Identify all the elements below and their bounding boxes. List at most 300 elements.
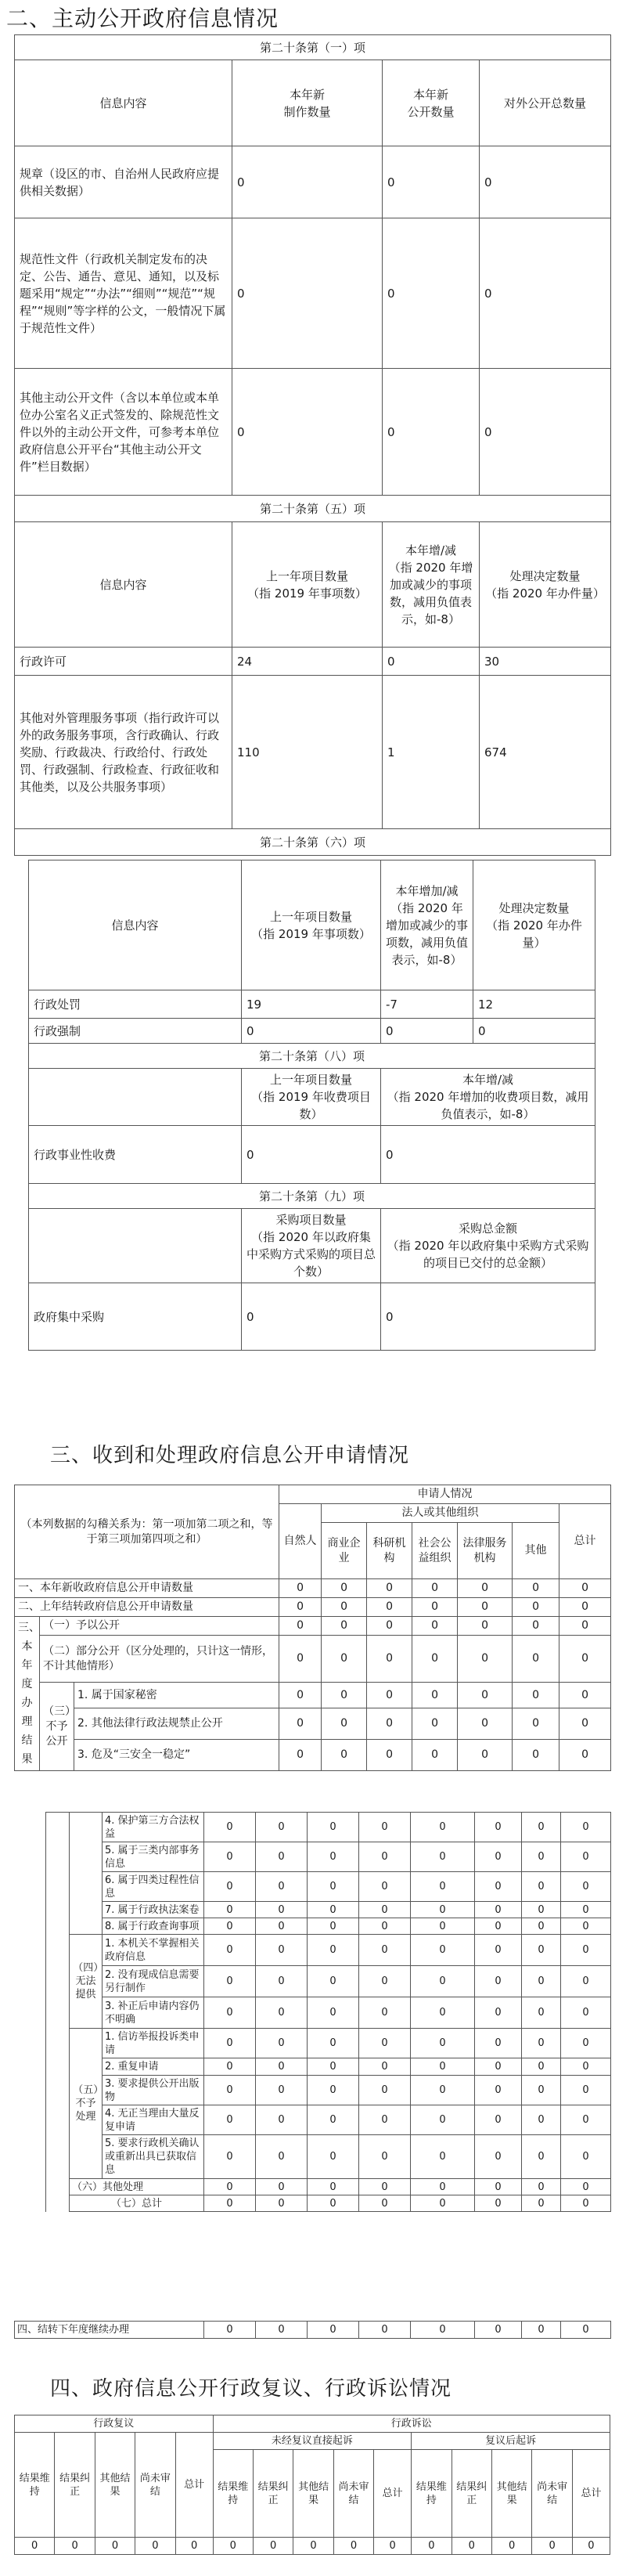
cell-value: 0 [412,1740,458,1771]
cell-value: 0 [561,1872,611,1902]
col-header: 本年增加/减 （指 2020 年增加或减少的事项数，减用负值表示，如-8） [381,860,473,990]
row-label: 3. 补正后申请内容仍不明确 [103,1997,204,2029]
cell-value: 0 [561,1902,611,1918]
section3-heading: 三、收到和处理政府信息公开申请情况 [50,1444,410,1467]
cell-value: 0 [359,1966,411,1997]
cell-value: 0 [522,2105,561,2135]
cell-value: 0 [308,1935,359,1966]
cell-value: 0 [561,1842,611,1872]
row-label: 5. 属于三类内部事务信息 [103,1842,204,1872]
cell-value: 0 [411,2076,475,2105]
cell-value: 0 [204,1966,256,1997]
col-header: 尚未审结 [333,2450,373,2538]
cell-value: 0 [204,2105,256,2135]
cell-value: 0 [475,2179,522,2195]
cell-value: 1 [383,676,480,829]
cell-value: 0 [308,1842,359,1872]
col-header: 申请人情况 [279,1485,611,1504]
cell-value: 0 [561,1966,611,1997]
cell-value: 0 [561,1935,611,1966]
row-label: 规范性文件（行政机关制定发布的决定、公告、通告、意见、通知，以及标题采用“规定”“办法”“细则”“规范”“规程”“规则”等字样的公文，一般情况下属于规范性文件） [15,218,232,369]
cell-value: 0 [279,1683,322,1708]
cell-value: 0 [367,1636,412,1683]
cell-value: 0 [322,1683,367,1708]
col-header: 复议后起诉 [412,2433,610,2450]
cell-value: 0 [383,648,480,676]
cell-value: 0 [279,1708,322,1740]
band-20-6: 第二十条第（六）项 [15,829,611,856]
row-label: 其他对外管理服务事项（指行政许可以外的政务服务事项，含行政确认、行政奖励、行政裁决、行政给付、行政处罚、行政强制、行政检查、行政征收和其他类，以及公共服务事项） [15,676,232,829]
row-label: 一、本年新收政府信息公开申请数量 [15,1579,279,1598]
cell-value: 0 [256,2076,308,2105]
cell-value: 0 [559,1740,611,1771]
cell-value: 0 [308,1997,359,2029]
cell-value: 0 [308,2135,359,2179]
group-label: （五）不予处理 [70,2029,103,2179]
row-label: 8. 属于行政查询事项 [103,1918,204,1935]
cell-value: 0 [513,1617,559,1636]
cell-value: 0 [359,2179,411,2195]
col-header: 信息内容 [15,60,232,146]
col-header: 总计 [374,2450,412,2538]
cell-value: 0 [256,2195,308,2212]
cell-value: 0 [55,2538,95,2555]
row-label: 7. 属于行政执法案卷 [103,1902,204,1918]
section4-heading: 四、政府信息公开行政复议、行政诉讼情况 [50,2377,452,2401]
band-20-8: 第二十条第（八）项 [29,1044,595,1069]
cell-value: 0 [513,1579,559,1598]
cell-value: 0 [308,1918,359,1935]
cell-value: 0 [572,2538,610,2555]
cell-value: 0 [522,2076,561,2105]
cell-value: 0 [475,1902,522,1918]
cell-value: 0 [522,1997,561,2029]
row-label: 4. 保护第三方合法权益 [103,1813,204,1842]
cell-value: 0 [256,2179,308,2195]
cell-value: 0 [522,1935,561,1966]
cell-value: 0 [475,2135,522,2179]
band-20-1: 第二十条第（一）项 [15,35,611,60]
col-header: 采购总金额 （指 2020 年以政府集中采购方式采购的项目已交付的总金额） [381,1209,595,1283]
cell-value: 0 [359,1842,411,1872]
cell-value: 0 [383,218,480,369]
col-header: 处理决定数量 （指 2020 年办件量） [473,860,595,990]
col-header: 科研机构 [367,1523,412,1579]
cell-value: 0 [475,2322,522,2339]
row-label: 5. 要求行政机关确认或重新出具已获取信息 [103,2135,204,2179]
cell-value: 0 [256,1842,308,1872]
cell-value: 0 [412,1683,458,1708]
col-header: 采购项目数量 （指 2020 年以政府集中采购方式采购的项目总个数） [242,1209,381,1283]
row-label: 2. 其他法律行政法规禁止公开 [74,1708,279,1740]
cell-value: 0 [308,1902,359,1918]
cell-value: 0 [359,1872,411,1902]
cell-value: 0 [279,1617,322,1636]
cell-value: 0 [559,1708,611,1740]
col-header: 本年增/减 （指 2020 年增加的收费项目数，减用负值表示，如-8） [381,1069,595,1126]
col-header: 商业企业 [322,1523,367,1579]
row-label: （七）总计 [70,2195,204,2212]
col-header: 未经复议直接起诉 [213,2433,412,2450]
cell-value: 0 [412,1617,458,1636]
cell-value: 0 [359,2105,411,2135]
row-label: 4. 无正当理由大量反复申请 [103,2105,204,2135]
cell-value: 0 [458,1579,513,1598]
cell-value: 0 [513,1636,559,1683]
cell-value: 0 [381,1126,595,1184]
group-label: （四）无法提供 [70,1935,103,2029]
cell-value: 0 [381,1283,595,1351]
cell-value: 0 [411,2179,475,2195]
cell-value: 0 [513,1598,559,1617]
cell-value: 0 [256,1813,308,1842]
cell-value: 0 [513,1708,559,1740]
table-note: （本列数据的勾稽关系为：第一项加第二项之和，等于第三项加第四项之和） [15,1485,279,1579]
row-label: 规章（设区的市、自治州人民政府应提供相关数据） [15,146,232,218]
cell-value: 0 [204,1902,256,1918]
applications-table [14,1485,611,1771]
cell-value: 674 [480,676,611,829]
col-header: 总计 [175,2433,213,2538]
cell-value: 0 [204,2179,256,2195]
cell-value: 0 [204,2322,256,2339]
cell-value: 0 [359,1902,411,1918]
cell-value: 0 [256,1918,308,1935]
col-header: 自然人 [279,1504,322,1579]
col-header: 本年增/减 （指 2020 年增加或减少的事项数，减用负值表示，如-8） [383,522,480,648]
cell-value: 0 [458,1617,513,1636]
cell-value: 0 [475,2105,522,2135]
cell-value: 0 [522,2029,561,2058]
review-litigation-table [14,2415,610,2555]
cell-value: 0 [256,2105,308,2135]
cell-value: 0 [475,1918,522,1935]
cell-value: 0 [458,1636,513,1683]
row-label: 1. 属于国家秘密 [74,1683,279,1708]
proactive-table [14,34,611,856]
col-header: 信息内容 [15,522,232,648]
cell-value: 0 [359,2076,411,2105]
cell-value: 0 [411,2029,475,2058]
cell-value: 110 [232,676,383,829]
row-label: 3. 危及“三安全一稳定” [74,1740,279,1771]
cell-value: 0 [367,1617,412,1636]
cell-value: 0 [411,2105,475,2135]
cell-value: 30 [480,648,611,676]
col-header: 行政诉讼 [213,2415,610,2433]
row-label: 3. 要求提供公开出版物 [103,2076,204,2105]
col-header: 总计 [572,2450,610,2538]
cell-value: 0 [308,2195,359,2212]
row-label: 6. 属于四类过程性信息 [103,1872,204,1902]
cell-value: 0 [322,1598,367,1617]
cell-value: 0 [458,1598,513,1617]
row-label: 行政强制 [29,1019,242,1044]
col-header: 结果维持 [15,2433,55,2538]
cell-value: -7 [381,990,473,1019]
col-header: 结果维持 [213,2450,253,2538]
cell-value: 0 [411,2322,475,2339]
cell-value: 0 [411,1918,475,1935]
cell-value: 0 [559,1636,611,1683]
cell-value: 0 [279,1579,322,1598]
cell-value: 0 [513,1740,559,1771]
cell-value: 0 [359,2058,411,2076]
cell-value: 0 [15,2538,55,2555]
group-label: （三）不予公开 [40,1683,74,1771]
cell-value: 0 [559,1617,611,1636]
col-header: 尚未审结 [532,2450,573,2538]
cell-value: 0 [308,2058,359,2076]
cell-value: 0 [279,1740,322,1771]
cell-value: 0 [359,2322,411,2339]
row-label: （二）部分公开（区分处理的，只计这一情形，不计其他情形） [40,1636,279,1683]
applications-table-cont [45,1812,611,2212]
cell-value: 0 [475,2058,522,2076]
cell-value: 0 [411,1872,475,1902]
cell-value: 0 [411,1966,475,1997]
cell-value: 0 [475,2076,522,2105]
row-label: 2. 重复申请 [103,2058,204,2076]
cell-value: 0 [204,2058,256,2076]
cell-value: 0 [242,1019,381,1044]
cell-value: 0 [475,2195,522,2212]
cell-value: 0 [204,2135,256,2179]
cell-value: 0 [561,2058,611,2076]
cell-value: 0 [381,1019,473,1044]
cell-value: 0 [242,1283,381,1351]
cell-value: 0 [367,1598,412,1617]
col-header: 其他结果 [293,2450,333,2538]
cell-value: 0 [322,1740,367,1771]
col-header: 行政复议 [15,2415,214,2433]
col-header: 其他结果 [491,2450,531,2538]
cell-value: 0 [322,1708,367,1740]
cell-value: 0 [308,2029,359,2058]
cell-value: 0 [308,2179,359,2195]
cell-value: 0 [475,1966,522,1997]
cell-value: 0 [522,1872,561,1902]
col-header: 结果纠正 [55,2433,95,2538]
cell-value: 0 [359,2195,411,2212]
cell-value: 0 [204,2076,256,2105]
cell-value: 0 [411,2135,475,2179]
cell-value: 0 [359,1918,411,1935]
group-label: 三、本年度办理结果 [15,1617,40,1771]
cell-value: 0 [256,2135,308,2179]
cell-value: 0 [204,2029,256,2058]
cell-value: 0 [374,2538,412,2555]
cell-value: 0 [232,218,383,369]
cell-value: 0 [411,1813,475,1842]
cell-value: 0 [308,2076,359,2105]
cell-value: 0 [412,1579,458,1598]
cell-value: 19 [242,990,381,1019]
cell-value: 0 [559,1598,611,1617]
row-label: 其他主动公开文件（含以本单位或本单位办公室名义正式签发的、除规范性文件以外的主动公开文件，可参考本单位政府信息公开平台“其他主动公开文件”栏目数据） [15,369,232,496]
cell-value: 0 [559,1579,611,1598]
row-label: 四、结转下年度继续办理 [15,2322,204,2339]
col-header: 其他 [513,1523,559,1579]
cell-value: 0 [491,2538,531,2555]
cell-value: 0 [458,1683,513,1708]
cell-value: 0 [473,1019,595,1044]
cell-value: 0 [412,1708,458,1740]
cell-value: 0 [480,369,611,496]
col-header: 结果维持 [412,2450,452,2538]
band-20-9: 第二十条第（九）项 [29,1184,595,1209]
cell-value: 0 [256,2058,308,2076]
cell-value: 0 [213,2538,253,2555]
row-label: 行政许可 [15,648,232,676]
cell-value: 0 [480,146,611,218]
cell-value: 0 [279,1636,322,1683]
cell-value: 0 [452,2538,491,2555]
cell-value: 0 [475,1997,522,2029]
cell-value: 0 [522,1842,561,1872]
cell-value: 0 [561,2105,611,2135]
carry-forward-row [14,2321,611,2339]
col-header: 结果纠正 [253,2450,293,2538]
col-header: 法律服务机构 [458,1523,513,1579]
cell-value: 0 [204,2195,256,2212]
cell-value: 0 [561,2135,611,2179]
cell-value: 0 [308,1872,359,1902]
cell-value: 0 [359,1813,411,1842]
col-header: 尚未审结 [135,2433,175,2538]
row-label: 政府集中采购 [29,1283,242,1351]
cell-value: 0 [256,1966,308,1997]
section2-heading: 二、主动公开政府信息情况 [6,5,279,31]
cell-value: 0 [411,1902,475,1918]
cell-value: 0 [532,2538,573,2555]
cell-value: 0 [204,1997,256,2029]
cell-value: 0 [561,2076,611,2105]
cell-value: 0 [242,1126,381,1184]
cell-value: 0 [522,1966,561,1997]
row-label: 二、上年结转政府信息公开申请数量 [15,1598,279,1617]
cell-value: 0 [458,1708,513,1740]
cell-value: 0 [522,2322,561,2339]
cell-value: 0 [359,1997,411,2029]
cell-value: 0 [175,2538,213,2555]
cell-value: 0 [513,1683,559,1708]
cell-value: 0 [256,1902,308,1918]
row-label: 1. 信访举报投诉类申请 [103,2029,204,2058]
col-header: 上一年项目数量 （指 2019 年事项数） [242,860,381,990]
cell-value: 0 [561,2195,611,2212]
col-header: 社会公益组织 [412,1523,458,1579]
cell-value: 0 [322,1636,367,1683]
cell-value: 0 [522,1902,561,1918]
cell-value: 0 [559,1683,611,1708]
row-label: 行政处罚 [29,990,242,1019]
col-header: 信息内容 [29,860,242,990]
row-label: 2. 没有现成信息需要另行制作 [103,1966,204,1997]
col-header: 上一年项目数量 （指 2019 年收费项目数） [242,1069,381,1126]
cell-value: 0 [322,1579,367,1598]
cell-value: 0 [561,1918,611,1935]
cell-value: 0 [522,2135,561,2179]
cell-value: 0 [308,2105,359,2135]
cell-value: 0 [367,1683,412,1708]
col-header: 上一年项目数量 （指 2019 年事项数） [232,522,383,648]
cell-value: 0 [204,1842,256,1872]
col-header: 其他结果 [95,2433,135,2538]
cell-value: 0 [561,1997,611,2029]
cell-value: 0 [480,218,611,369]
col-header: 法人或其他组织 [322,1504,559,1523]
cell-value: 0 [359,2029,411,2058]
cell-value: 0 [383,369,480,496]
cell-value: 0 [522,1813,561,1842]
cell-value: 0 [232,369,383,496]
cell-value: 0 [411,2058,475,2076]
cell-value: 0 [256,1872,308,1902]
col-header: 处理决定数量 （指 2020 年办件量） [480,522,611,648]
cell-value: 0 [308,1966,359,1997]
cell-value: 24 [232,648,383,676]
cell-value: 0 [458,1740,513,1771]
cell-value: 0 [367,1708,412,1740]
cell-value: 0 [204,1813,256,1842]
cell-value: 0 [308,1813,359,1842]
cell-value: 0 [412,1636,458,1683]
col-header: 本年新 制作数量 [232,60,383,146]
cell-value: 0 [561,1813,611,1842]
cell-value: 0 [256,1935,308,1966]
col-header: 总计 [559,1504,611,1579]
row-label: 行政事业性收费 [29,1126,242,1184]
cell-value: 0 [204,1918,256,1935]
cell-value: 0 [359,2135,411,2179]
cell-value: 0 [412,2538,452,2555]
cell-value: 0 [204,1935,256,1966]
cell-value: 0 [522,2195,561,2212]
cell-value: 0 [367,1740,412,1771]
cell-value: 0 [359,1935,411,1966]
cell-value: 0 [475,2029,522,2058]
cell-value: 0 [561,2179,611,2195]
cell-value: 0 [412,1598,458,1617]
proactive-table-2 [28,860,595,1351]
cell-value: 0 [253,2538,293,2555]
cell-value: 0 [333,2538,373,2555]
cell-value: 0 [256,1997,308,2029]
cell-value: 0 [293,2538,333,2555]
cell-value: 0 [561,2322,611,2339]
col-header: 结果纠正 [452,2450,491,2538]
cell-value: 0 [204,1872,256,1902]
cell-value: 0 [232,146,383,218]
col-header: 对外公开总数量 [480,60,611,146]
cell-value: 0 [475,1813,522,1842]
row-label: （六）其他处理 [70,2179,204,2195]
row-label: （一）予以公开 [40,1617,279,1636]
cell-value: 0 [308,2322,359,2339]
cell-value: 0 [411,1842,475,1872]
col-header: 本年新 公开数量 [383,60,480,146]
cell-value: 0 [256,2029,308,2058]
cell-value: 0 [411,1997,475,2029]
cell-value: 0 [522,1918,561,1935]
cell-value: 0 [383,146,480,218]
cell-value: 0 [411,1935,475,1966]
cell-value: 12 [473,990,595,1019]
cell-value: 0 [522,2058,561,2076]
cell-value: 0 [279,1598,322,1617]
cell-value: 0 [475,1842,522,1872]
